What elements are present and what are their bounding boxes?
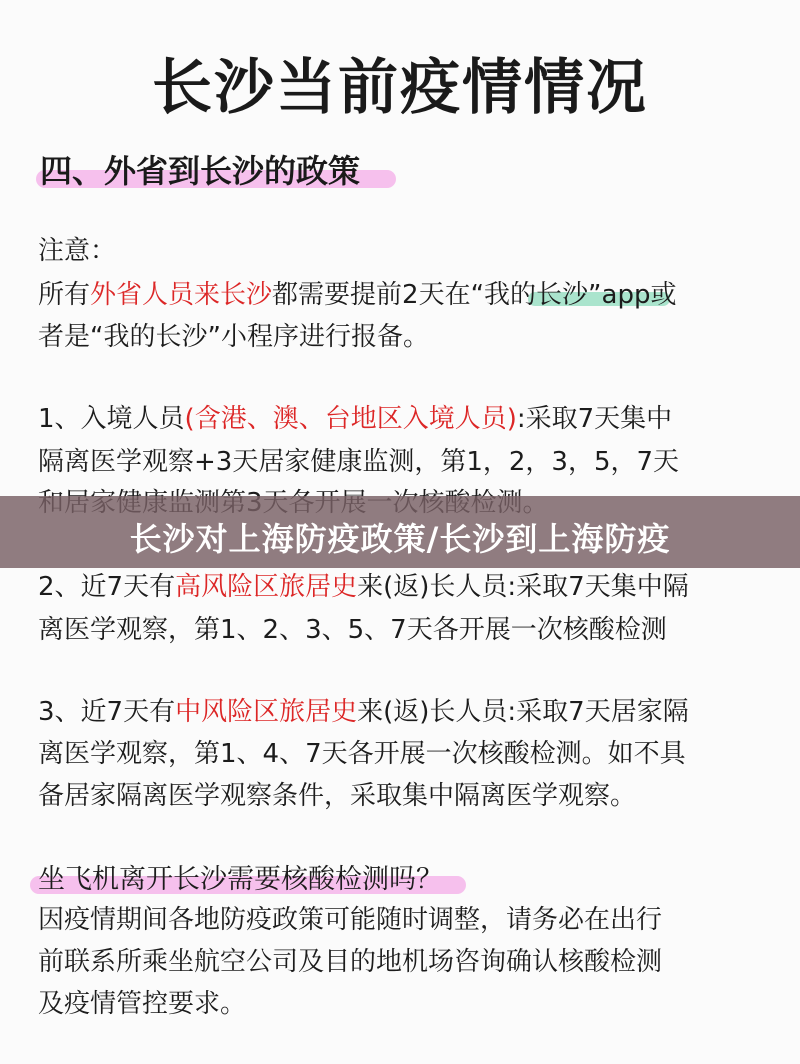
item-3-label: 3、近7天有 [38, 697, 176, 727]
notice-text: app或 [601, 280, 677, 310]
notice-emphasis: 外省人员来长沙 [90, 280, 273, 310]
item-2-label: 2、近7天有 [38, 572, 176, 602]
faq-answer-line-2: 前联系所乘坐航空公司及目的地机场咨询确认核酸检测 [38, 947, 663, 977]
item-3-line-1 [38, 691, 689, 728]
notice-line-2: 者是“我的长沙”小程序进行报备。 [38, 322, 429, 352]
faq-answer-line-3: 及疫情管控要求。 [38, 989, 247, 1019]
item-2-text: 来(返)长人员:采取7天集中隔 [357, 572, 689, 602]
item-1-line-1 [38, 398, 672, 435]
banner-text: 长沙对上海防疫政策/长沙到上海防疫 [129, 520, 671, 558]
app-name: “我的长沙” [470, 280, 602, 310]
faq-answer-line-1: 因疫情期间各地防疫政策可能随时调整，请务必在出行 [38, 905, 663, 935]
item-2-emphasis: 高风险区旅居史 [175, 572, 358, 602]
item-2-line-1 [38, 566, 689, 603]
item-2-line-2: 离医学观察，第1、2、3、5、7天各开展一次核酸检测 [38, 615, 667, 645]
notice-text: 所有 [38, 280, 91, 310]
section-heading: 四、外省到长沙的政策 [40, 152, 361, 190]
item-1-label: 1、入境人员 [38, 404, 185, 434]
item-1-line-2: 隔离医学观察+3天居家健康监测，第1，2，3，5，7天 [38, 447, 680, 477]
notice-text: 都需要提前2天在 [272, 280, 471, 310]
item-3-line-3: 备居家隔离医学观察条件，采取集中隔离医学观察。 [38, 781, 637, 811]
item-1-text: :采取7天集中 [516, 404, 673, 434]
item-3-text: 来(返)长人员:采取7天居家隔 [357, 697, 689, 727]
notice-line-1 [38, 274, 676, 311]
item-3-emphasis: 中风险区旅居史 [175, 697, 358, 727]
notice-label: 注意： [38, 236, 117, 266]
page-title: 长沙当前疫情情况 [152, 53, 648, 123]
faq-question: 坐飞机离开长沙需要核酸检测吗？ [38, 864, 443, 895]
item-3-line-2: 离医学观察，第1、4、7天各开展一次核酸检测。如不具 [38, 739, 686, 769]
item-1-emphasis: (含港、澳、台地区入境人员) [184, 404, 517, 434]
